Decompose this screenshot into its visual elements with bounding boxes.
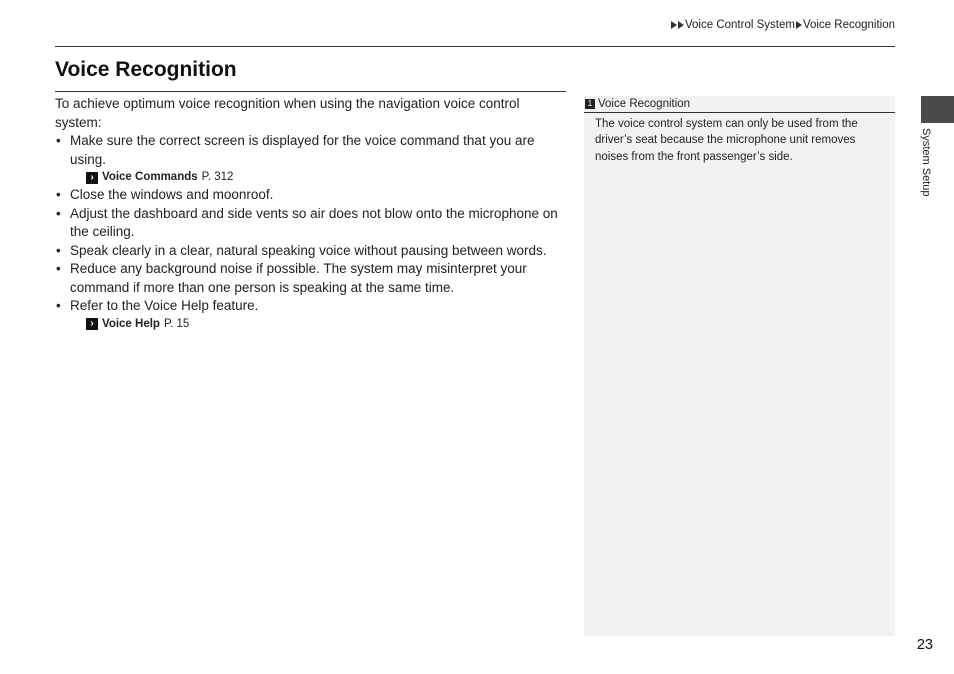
bullet-marker: • xyxy=(56,242,61,258)
cross-reference-voice-help[interactable] xyxy=(55,316,567,333)
list-item-text: Refer to the Voice Help feature. xyxy=(70,298,259,313)
sidebar-heading-text: Voice Recognition xyxy=(598,98,691,110)
bullet-marker: • xyxy=(56,133,61,148)
page-title: Voice Recognition xyxy=(55,58,237,81)
section-tab-label: System Setup xyxy=(920,128,932,197)
sidebar-body-text: The voice control system can only be used from the driver’s seat because the microphone unit removes noises from the front passenger’s side. xyxy=(595,118,858,163)
list-item-text: Make sure the correct screen is displayed for the voice command that you are using. xyxy=(70,133,535,167)
list-item xyxy=(55,132,567,169)
bullet-marker: • xyxy=(56,187,61,202)
list-item xyxy=(55,186,567,205)
bullet-marker: • xyxy=(56,298,61,313)
triangle-right-icon xyxy=(671,21,677,29)
page-number: 23 xyxy=(916,637,933,653)
xref-title[interactable]: Voice Help xyxy=(102,317,160,330)
breadcrumb-item[interactable]: Voice Control System xyxy=(685,19,795,31)
header-divider xyxy=(55,46,895,47)
xref-title[interactable]: Voice Commands xyxy=(102,171,198,183)
sidebar-heading xyxy=(584,96,895,113)
list-item-text: Close the windows and moonroof. xyxy=(70,187,274,202)
list-item-text: Reduce any background noise if possible. The system may misinterpret your command if more than one person is speaking at the same time. xyxy=(70,261,527,295)
triangle-right-icon xyxy=(678,21,684,29)
list-item xyxy=(55,205,567,242)
list-item xyxy=(55,260,567,297)
list-item-text: Speak clearly in a clear, natural speaking voice without pausing between words. xyxy=(70,242,547,258)
main-content xyxy=(55,95,567,333)
xref-page[interactable]: P. 312 xyxy=(201,171,234,183)
list-item xyxy=(55,297,567,316)
list-item-text: Adjust the dashboard and side vents so air does not blow onto the microphone on the ceiling. xyxy=(70,205,558,239)
bullet-list xyxy=(55,132,567,333)
sidebar-note xyxy=(584,96,895,636)
xref-page[interactable]: P. 15 xyxy=(163,317,190,330)
bullet-marker: • xyxy=(56,261,61,276)
title-divider xyxy=(55,91,566,92)
cross-reference-icon: › xyxy=(86,318,98,330)
list-item xyxy=(55,242,567,261)
intro-text: To achieve optimum voice recognition when using the navigation voice control system: xyxy=(55,96,520,130)
cross-reference-icon: › xyxy=(86,172,98,184)
triangle-right-icon xyxy=(796,21,802,29)
cross-reference-voice-commands[interactable] xyxy=(55,169,567,186)
breadcrumb xyxy=(671,19,895,31)
breadcrumb-item[interactable]: Voice Recognition xyxy=(802,19,895,31)
bullet-marker: • xyxy=(56,205,61,221)
section-tab-marker xyxy=(921,96,954,123)
note-icon: 1 xyxy=(585,99,595,109)
